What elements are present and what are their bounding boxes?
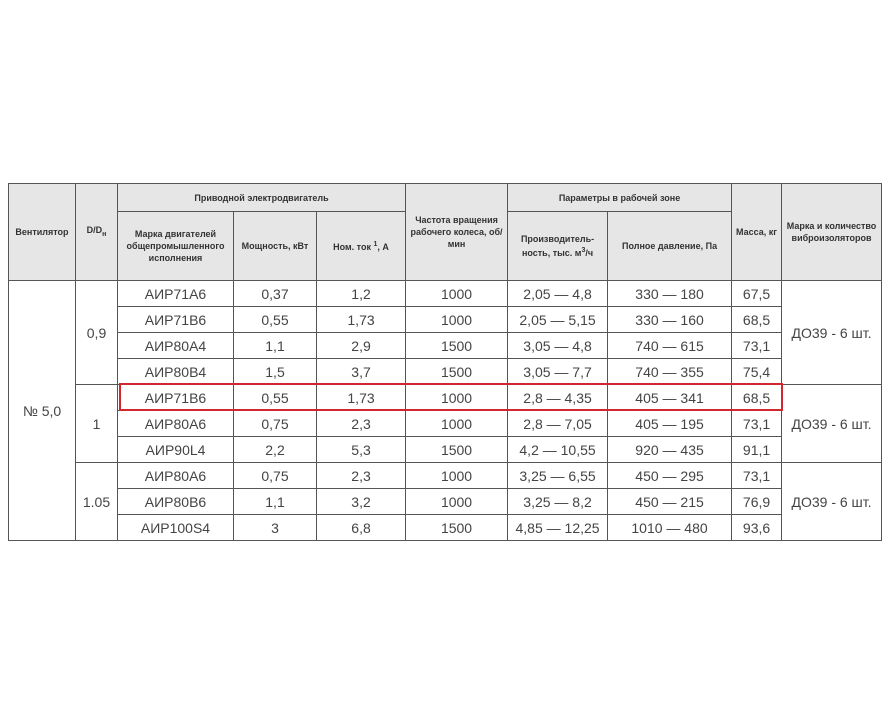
- capacity-cell: 4,2 — 10,55: [508, 437, 608, 463]
- pressure-cell: 405 — 195: [608, 411, 732, 437]
- header-current: [317, 212, 406, 281]
- speed-cell: 1000: [406, 463, 508, 489]
- header-current-main: Ном. ток: [333, 242, 371, 252]
- speed-cell: 1000: [406, 489, 508, 515]
- ratio-cell: 0,9: [76, 281, 118, 385]
- motor-cell: АИР80А4: [118, 333, 234, 359]
- ratio-cell: 1: [76, 385, 118, 463]
- mass-cell: 73,1: [732, 411, 782, 437]
- speed-cell: 1500: [406, 333, 508, 359]
- header-ratio-sub: н: [102, 230, 107, 238]
- header-ratio: [76, 184, 118, 281]
- speed-cell: 1000: [406, 411, 508, 437]
- power-cell: 0,75: [234, 463, 317, 489]
- pressure-cell: 405 — 341: [608, 385, 732, 411]
- capacity-cell: 3,05 — 7,7: [508, 359, 608, 385]
- capacity-cell: 3,05 — 4,8: [508, 333, 608, 359]
- power-cell: 0,55: [234, 385, 317, 411]
- current-cell: 2,9: [317, 333, 406, 359]
- power-cell: 2,2: [234, 437, 317, 463]
- speed-cell: 1500: [406, 515, 508, 541]
- table-body: [9, 281, 882, 541]
- speed-cell: 1500: [406, 359, 508, 385]
- current-cell: 2,3: [317, 411, 406, 437]
- capacity-cell: 3,25 — 6,55: [508, 463, 608, 489]
- motor-cell: АИР80А6: [118, 463, 234, 489]
- header-capacity-unit: /ч: [585, 248, 594, 258]
- header-current-sup: 1: [373, 241, 378, 248]
- pressure-cell: 740 — 615: [608, 333, 732, 359]
- current-cell: 1,2: [317, 281, 406, 307]
- capacity-cell: 2,05 — 5,15: [508, 307, 608, 333]
- power-cell: 0,37: [234, 281, 317, 307]
- header-mass: Масса, кг: [732, 184, 782, 281]
- capacity-cell: 3,25 — 8,2: [508, 489, 608, 515]
- table-header: [9, 184, 882, 281]
- table-row: [9, 359, 882, 385]
- power-cell: 0,75: [234, 411, 317, 437]
- current-cell: 6,8: [317, 515, 406, 541]
- fan-spec-table-container: [8, 183, 881, 541]
- pressure-cell: 1010 — 480: [608, 515, 732, 541]
- motor-cell: АИР100S4: [118, 515, 234, 541]
- mass-cell: 67,5: [732, 281, 782, 307]
- power-cell: 1,5: [234, 359, 317, 385]
- motor-cell: АИР80В6: [118, 489, 234, 515]
- isolators-cell: ДО39 - 6 шт.: [782, 385, 882, 463]
- table-row: [9, 307, 882, 333]
- fan-cell: № 5,0: [9, 281, 76, 541]
- header-isolators: Марка и количество виброизоляторов: [782, 184, 882, 281]
- pressure-cell: 330 — 160: [608, 307, 732, 333]
- capacity-cell: 4,85 — 12,25: [508, 515, 608, 541]
- motor-cell: АИР90L4: [118, 437, 234, 463]
- motor-cell: АИР80А6: [118, 411, 234, 437]
- current-cell: 3,2: [317, 489, 406, 515]
- capacity-cell: 2,8 — 4,35: [508, 385, 608, 411]
- mass-cell: 68,5: [732, 307, 782, 333]
- power-cell: 1,1: [234, 333, 317, 359]
- header-params-group: Параметры в рабочей зоне: [508, 184, 732, 212]
- pressure-cell: 920 — 435: [608, 437, 732, 463]
- speed-cell: 1000: [406, 281, 508, 307]
- header-power: Мощность, кВт: [234, 212, 317, 281]
- table-row: [9, 463, 882, 489]
- table-row-highlighted: [9, 385, 882, 411]
- capacity-cell: 2,05 — 4,8: [508, 281, 608, 307]
- header-pressure: Полное давление, Па: [608, 212, 732, 281]
- pressure-cell: 450 — 215: [608, 489, 732, 515]
- capacity-cell: 2,8 — 7,05: [508, 411, 608, 437]
- table-row: [9, 515, 882, 541]
- mass-cell: 91,1: [732, 437, 782, 463]
- speed-cell: 1500: [406, 437, 508, 463]
- current-cell: 3,7: [317, 359, 406, 385]
- table-row: [9, 333, 882, 359]
- mass-cell: 68,5: [732, 385, 782, 411]
- mass-cell: 73,1: [732, 463, 782, 489]
- speed-cell: 1000: [406, 385, 508, 411]
- power-cell: 1,1: [234, 489, 317, 515]
- mass-cell: 93,6: [732, 515, 782, 541]
- isolators-cell: ДО39 - 6 шт.: [782, 463, 882, 541]
- ratio-cell: 1.05: [76, 463, 118, 541]
- table-row: [9, 489, 882, 515]
- mass-cell: 73,1: [732, 333, 782, 359]
- current-cell: 1,73: [317, 307, 406, 333]
- motor-cell: АИР71В6: [118, 385, 234, 411]
- header-fan: Вентилятор: [9, 184, 76, 281]
- fan-spec-table: [8, 183, 882, 541]
- table-row: [9, 411, 882, 437]
- mass-cell: 76,9: [732, 489, 782, 515]
- header-current-unit: , А: [377, 242, 389, 252]
- motor-cell: АИР71В6: [118, 307, 234, 333]
- header-ratio-main: D/D: [86, 224, 103, 235]
- header-speed: Частота вращения рабочего колеса, об/мин: [406, 184, 508, 281]
- header-capacity: [508, 212, 608, 281]
- power-cell: 0,55: [234, 307, 317, 333]
- pressure-cell: 330 — 180: [608, 281, 732, 307]
- pressure-cell: 740 — 355: [608, 359, 732, 385]
- current-cell: 1,73: [317, 385, 406, 411]
- current-cell: 2,3: [317, 463, 406, 489]
- power-cell: 3: [234, 515, 317, 541]
- current-cell: 5,3: [317, 437, 406, 463]
- header-motor-group: Приводной электродвигатель: [118, 184, 406, 212]
- header-capacity-sup: 3: [581, 247, 586, 254]
- isolators-cell: ДО39 - 6 шт.: [782, 281, 882, 385]
- header-capacity-main: Производитель-ность, тыс. м: [520, 234, 595, 258]
- motor-cell: АИР80В4: [118, 359, 234, 385]
- mass-cell: 75,4: [732, 359, 782, 385]
- speed-cell: 1000: [406, 307, 508, 333]
- table-row: [9, 281, 882, 307]
- pressure-cell: 450 — 295: [608, 463, 732, 489]
- table-row: [9, 437, 882, 463]
- motor-cell: АИР71А6: [118, 281, 234, 307]
- header-motor-brand: Марка двигателей общепромышленного исполнения: [118, 212, 234, 281]
